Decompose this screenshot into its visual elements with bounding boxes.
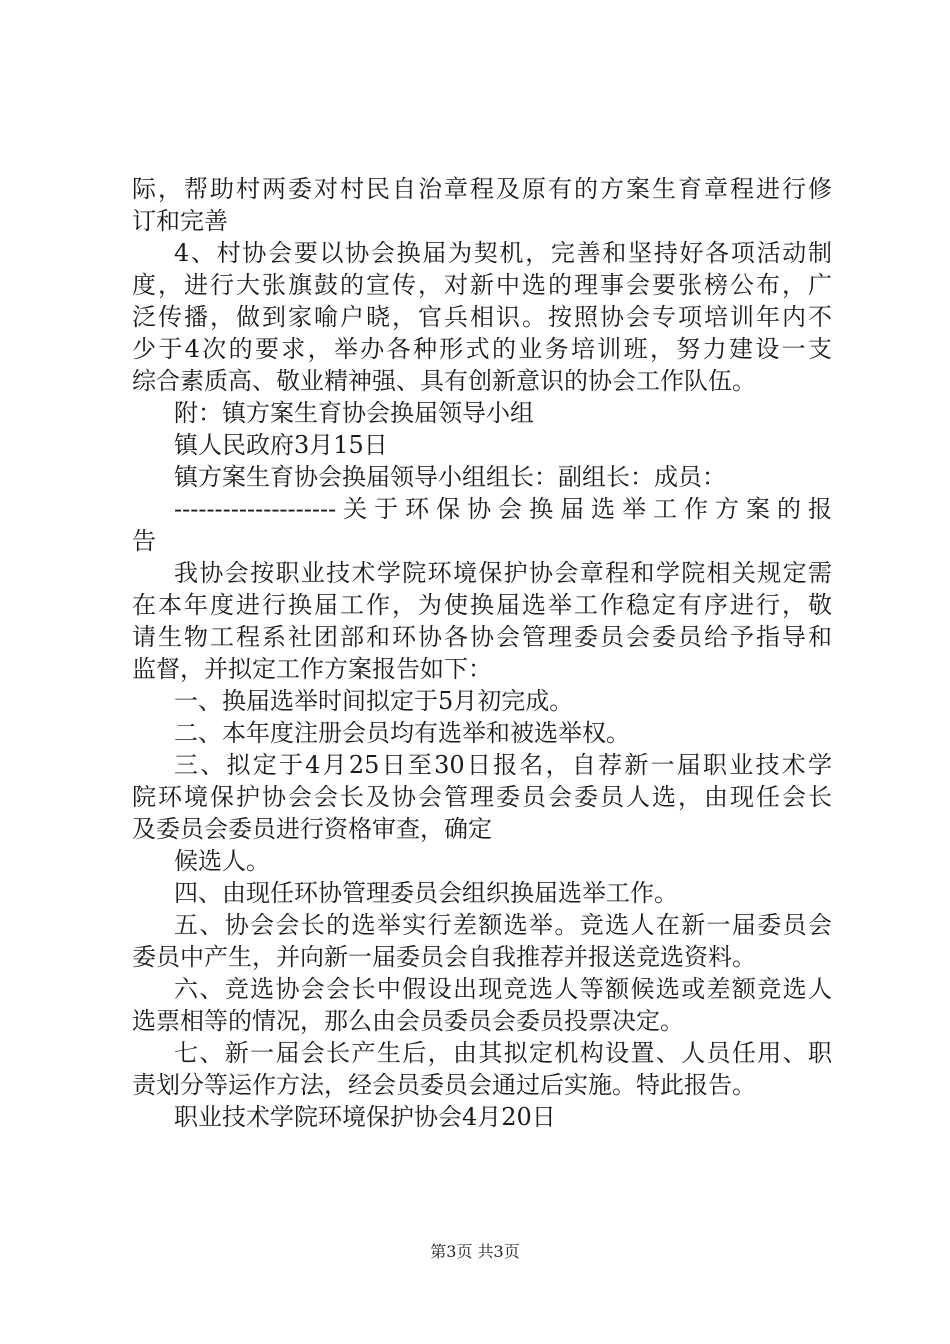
text-line: 度，进行大张旗鼓的宣传，对新中选的理事会要张榜公布，广 [132, 271, 832, 299]
text-line: 责划分等运作方法，经会员委员会通过后实施。特此报告。 [132, 1071, 756, 1099]
text-line: 少于4次的要求，举办各种形式的业务培训班，努力建设一支 [132, 335, 832, 363]
document-body [132, 173, 832, 1133]
text-line: 请生物工程系社团部和环协各协会管理委员会委员给予指导和 [132, 623, 832, 651]
text-line: 镇人民政府3月15日 [174, 431, 388, 459]
text-line: 一、换届选举时间拟定于5月初完成。 [174, 687, 574, 715]
text-line: 综合素质高、敬业精神强、具有创新意识的协会工作队伍。 [132, 367, 756, 395]
text-line: 三、拟定于4月25日至30日报名，自荐新一届职业技术学 [174, 751, 832, 779]
text-line: 候选人。 [174, 847, 270, 875]
text-line: 六、竞选协会会长中假设出现竞选人等额候选或差额竞选人 [174, 975, 832, 1003]
text-line: 4、村协会要以协会换届为契机，完善和坚持好各项活动制 [174, 239, 832, 267]
text-line: 泛传播，做到家喻户晓，官兵相识。按照协会专项培训年内不 [132, 303, 832, 331]
text-line: --------------------关于环保协会换届选举工作方案的报 [174, 495, 832, 523]
text-line: 镇方案生育协会换届领导小组组长：副组长：成员： [174, 463, 726, 491]
text-line: 院环境保护协会会长及协会管理委员会委员人选，由现任会长 [132, 783, 832, 811]
text-line: 二、本年度注册会员均有选举和被选举权。 [174, 719, 630, 747]
text-line: 选票相等的情况，那么由会员委员会委员投票决定。 [132, 1007, 684, 1035]
text-line: 及委员会委员进行资格审查，确定 [132, 815, 492, 843]
text-line: 订和完善 [132, 207, 228, 235]
text-line: 告 [132, 527, 156, 555]
text-line: 在本年度进行换届工作，为使换届选举工作稳定有序进行，敬 [132, 591, 832, 619]
text-line: 五、协会会长的选举实行差额选举。竞选人在新一届委员会 [174, 911, 832, 939]
text-line: 职业技术学院环境保护协会4月20日 [174, 1103, 556, 1131]
text-line: 四、由现任环协管理委员会组织换届选举工作。 [174, 879, 678, 907]
text-line: 际，帮助村两委对村民自治章程及原有的方案生育章程进行修 [132, 175, 832, 203]
text-line: 监督，并拟定工作方案报告如下： [132, 655, 492, 683]
text-line: 附：镇方案生育协会换届领导小组 [174, 399, 534, 427]
text-line: 七、新一届会长产生后，由其拟定机构设置、人员任用、职 [174, 1039, 832, 1067]
page-footer: 第3页 共3页 [430, 1242, 520, 1261]
text-line: 我协会按职业技术学院环境保护协会章程和学院相关规定需 [174, 559, 832, 587]
text-line: 委员中产生，并向新一届委员会自我推荐并报送竞选资料。 [132, 943, 756, 971]
